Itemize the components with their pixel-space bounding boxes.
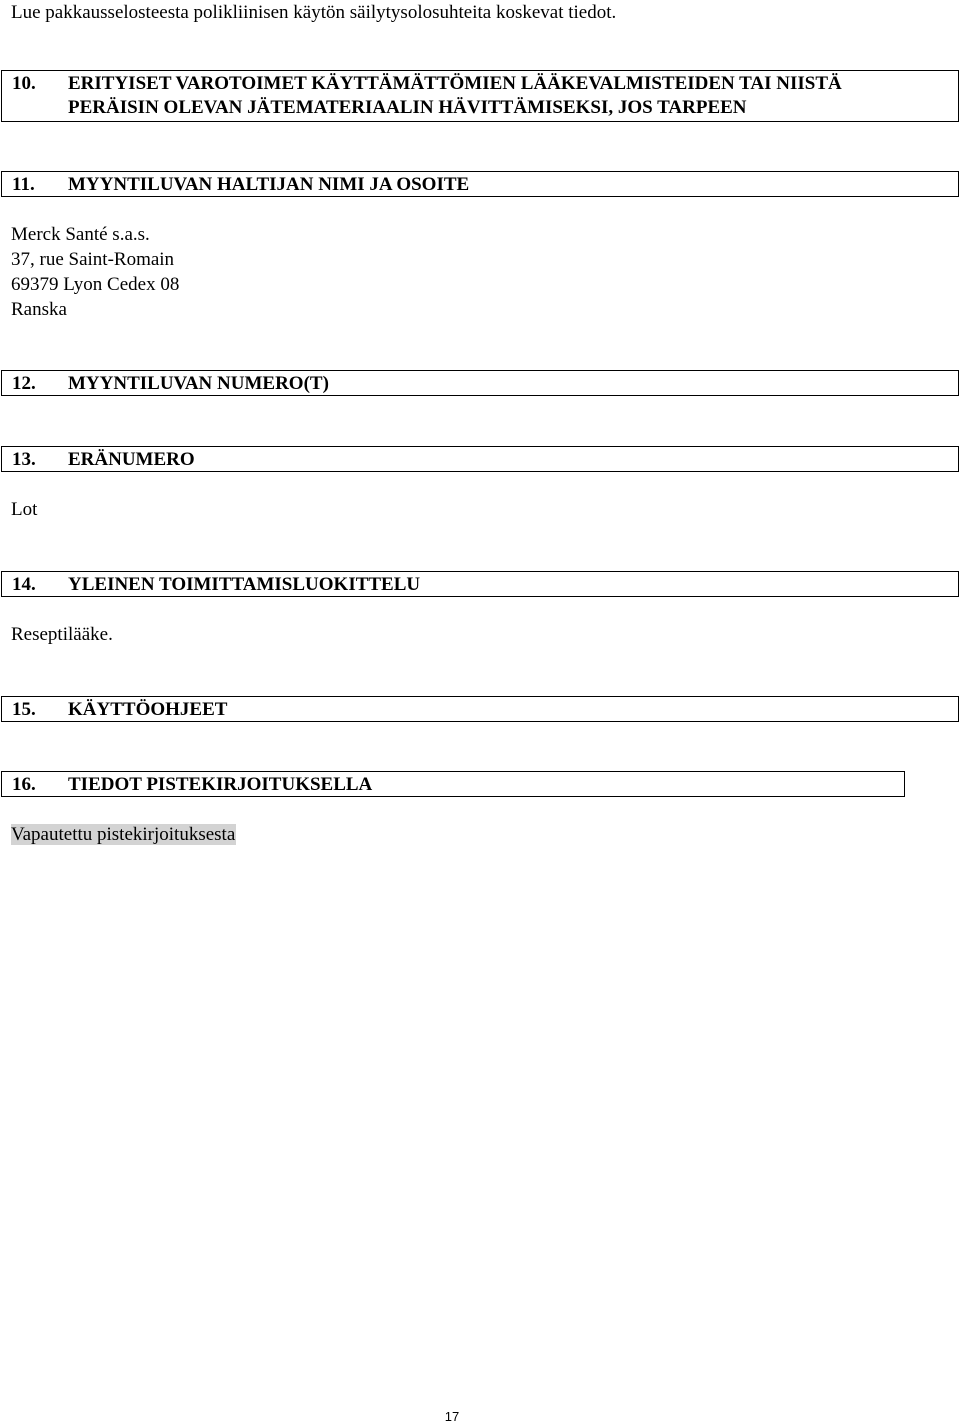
- section-11-header: [1, 171, 959, 197]
- section-number: 14.: [12, 574, 36, 595]
- page-number: 17: [444, 1409, 460, 1424]
- classification-text: Reseptilääke.: [11, 624, 113, 645]
- braille-text: Vapautettu pistekirjoituksesta: [11, 824, 236, 845]
- holder-country: Ranska: [11, 299, 67, 320]
- section-title: ERÄNUMERO: [68, 449, 195, 470]
- braille-text-wrapper: [11, 822, 236, 847]
- section-title: KÄYTTÖOHJEET: [68, 699, 228, 720]
- section-title-line-2: PERÄISIN OLEVAN JÄTEMATERIAALIN HÄVITTÄMISEKSI, JOS TARPEEN: [68, 97, 747, 118]
- holder-name: Merck Santé s.a.s.: [11, 224, 150, 245]
- section-number: 11.: [12, 174, 35, 195]
- section-title: TIEDOT PISTEKIRJOITUKSELLA: [68, 774, 373, 795]
- section-16-header: [1, 771, 905, 797]
- lot-text: Lot: [11, 499, 38, 520]
- section-title-line-1: ERITYISET VAROTOIMET KÄYTTÄMÄTTÖMIEN LÄÄKEVALMISTEIDEN TAI NIISTÄ: [68, 73, 842, 94]
- holder-city: 69379 Lyon Cedex 08: [11, 274, 180, 295]
- section-15-header: [1, 696, 959, 722]
- section-number: 13.: [12, 449, 36, 470]
- section-number: 15.: [12, 699, 36, 720]
- section-number: 10.: [12, 73, 36, 94]
- section-12-header: [1, 370, 959, 396]
- section-10-header: [1, 70, 959, 122]
- section-number: 16.: [12, 774, 36, 795]
- intro-text: Lue pakkausselosteesta polikliinisen käytön säilytysolosuhteita koskevat tiedot.: [11, 2, 617, 23]
- section-14-header: [1, 571, 959, 597]
- section-13-header: [1, 446, 959, 472]
- section-title: MYYNTILUVAN NUMERO(T): [68, 373, 329, 394]
- section-number: 12.: [12, 373, 36, 394]
- section-title: YLEINEN TOIMITTAMISLUOKITTELU: [68, 574, 421, 595]
- section-title: MYYNTILUVAN HALTIJAN NIMI JA OSOITE: [68, 174, 470, 195]
- holder-street: 37, rue Saint-Romain: [11, 249, 175, 270]
